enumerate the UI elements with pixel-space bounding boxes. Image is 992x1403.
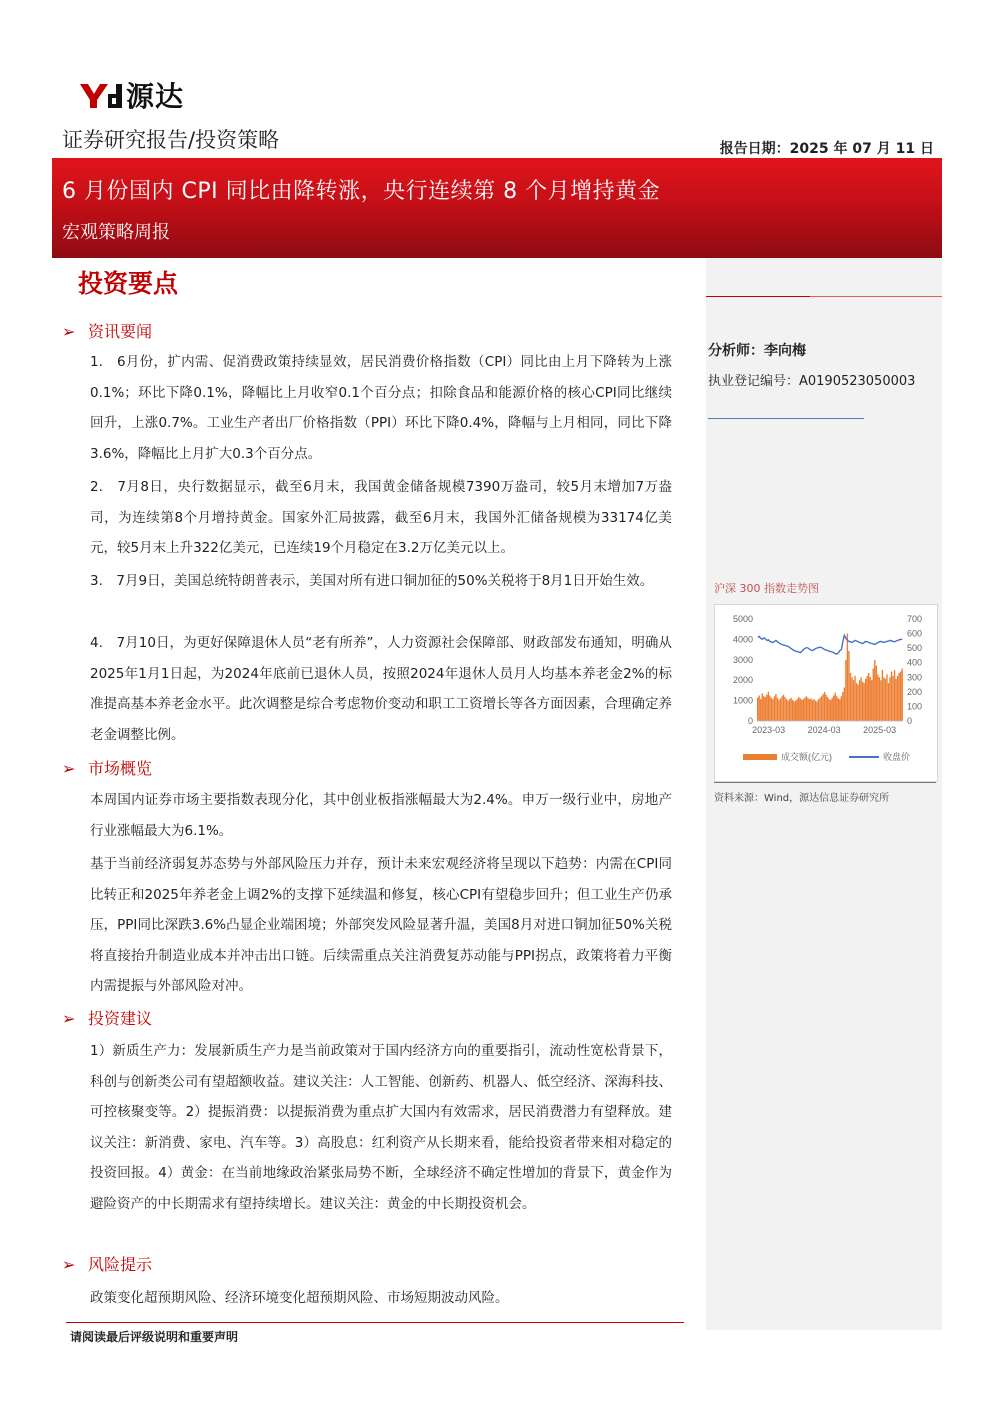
volume-bar <box>888 683 889 721</box>
sidebar-divider-accent <box>706 296 810 297</box>
right-axis-tick-label: 500 <box>907 643 923 654</box>
volume-bar <box>835 693 836 721</box>
volume-bar <box>809 699 810 721</box>
volume-bar <box>804 698 805 721</box>
index-chart-svg <box>715 605 937 781</box>
volume-bar <box>839 699 840 721</box>
report-subtitle: 宏观策略周报 <box>62 222 170 243</box>
section-heading-advice <box>62 1006 152 1029</box>
arrow-bullet-icon: ➢ <box>62 759 76 778</box>
report-category: 证券研究报告/投资策略 <box>62 128 280 152</box>
volume-bar <box>844 687 845 721</box>
volume-bar <box>894 670 895 721</box>
close-price-line <box>758 635 902 654</box>
arrow-bullet-icon: ➢ <box>62 1255 76 1274</box>
volume-bar <box>827 697 828 721</box>
volume-bar <box>877 674 878 721</box>
volume-bar <box>774 696 775 721</box>
volume-bar <box>815 701 816 721</box>
volume-bar <box>812 700 813 721</box>
legend-label-close: 收盘价 <box>883 752 911 762</box>
volume-bar <box>873 669 874 721</box>
volume-bar <box>772 699 773 721</box>
volume-bar <box>787 701 788 721</box>
volume-bar <box>838 698 839 721</box>
volume-bar <box>900 671 901 721</box>
section-title: 风险提示 <box>88 1255 153 1274</box>
market-paragraph-2: 基于当前经济弱复苏态势与外部风险压力并存，预计未来宏观经济将呈现以下趋势：内需在CPI同比转正和2025年养老金上调2%的支撑下延续温和修复，核心CPI有望稳步回升；但工业生产仍承压，PPI同比深跌3.6%凸显企业端困境；外部突发风险显著升温，美国8月对进口铜加征50%关税将直接抬升制造业成本并冲击出口链。后续需重点关注消费复苏动能与PPI拐点，政策将着力平衡内需提振与外部风险对冲。 <box>90 856 672 994</box>
volume-bar <box>821 696 822 721</box>
volume-bar <box>901 669 902 721</box>
volume-bar <box>807 698 808 721</box>
volume-bar <box>850 673 851 721</box>
right-axis-tick-label: 400 <box>907 657 923 668</box>
news-paragraph-3: 3. 7月9日，美国总统特朗普表示，美国对所有进口铜加征的50%关税将于8月1日开始生效。 <box>90 573 654 589</box>
volume-bar <box>860 677 861 721</box>
volume-bar <box>763 696 764 721</box>
company-logo <box>78 78 184 112</box>
volume-bar <box>765 697 766 721</box>
volume-bar <box>783 695 784 721</box>
volume-bar <box>898 673 899 721</box>
title-banner <box>52 158 942 258</box>
volume-bar <box>801 700 802 721</box>
volume-bar <box>759 696 760 722</box>
volume-bar <box>775 694 776 721</box>
volume-bar <box>818 699 819 721</box>
volume-bar <box>833 696 834 722</box>
section-heading-news <box>62 319 152 342</box>
volume-bar <box>859 680 860 721</box>
x-axis-tick-label: 2023-03 <box>752 725 786 735</box>
volume-bar <box>760 699 761 721</box>
chart-source: 资料来源：Wind，源达信息证券研究所 <box>714 793 890 804</box>
section-title: 资讯要闻 <box>88 322 153 341</box>
volume-bar <box>792 700 793 721</box>
volume-bar <box>778 700 779 721</box>
volume-bar <box>786 699 787 721</box>
market-paragraph-1: 本周国内证券市场主要指数表现分化，其中创业板指涨幅最大为2.4%。申万一级行业中，房地产行业涨幅最大为6.1%。 <box>90 792 672 839</box>
volume-bar <box>781 696 782 721</box>
volume-bar <box>769 696 770 722</box>
yd-logo-icon <box>78 80 122 110</box>
volume-bar <box>854 676 855 721</box>
volume-bar <box>892 676 893 721</box>
right-axis-tick-label: 200 <box>907 686 923 697</box>
volume-bar <box>848 651 849 721</box>
volume-bar <box>891 671 892 721</box>
left-axis-tick-label: 2000 <box>732 675 753 686</box>
volume-bar <box>876 666 877 721</box>
report-title: 6 月份国内 CPI 同比由降转涨，央行连续第 8 个月增持黄金 <box>62 179 661 204</box>
volume-bar <box>841 696 842 721</box>
volume-bar <box>824 692 825 721</box>
news-paragraph-1: 1. 6月份，扩内需、促消费政策持续显效，居民消费价格指数（CPI）同比由上月下降转为上涨0.1%；环比下降0.1%，降幅比上月收窄0.1个百分点；扣除食品和能源价格的核心CPI同比继续回升，上涨0.7%。工业生产者出厂价格指数（PPI）环比下降0.4%，降幅与上月相同，同比下降3.6%，降幅比上月扩大0.3个百分点。 <box>90 354 672 462</box>
volume-bar <box>851 677 852 721</box>
volume-bar <box>795 701 796 721</box>
volume-bar <box>828 699 829 721</box>
volume-bar <box>806 696 807 721</box>
volume-bar <box>865 679 866 721</box>
volume-bar <box>845 660 846 721</box>
chart-title: 沪深 300 指数走势图 <box>714 582 819 595</box>
right-axis-tick-label: 100 <box>907 701 923 712</box>
volume-bar <box>784 697 785 721</box>
section-title: 投资建议 <box>88 1009 153 1028</box>
arrow-bullet-icon: ➢ <box>62 1009 76 1028</box>
volume-bar <box>871 680 872 721</box>
volume-bar <box>863 683 864 721</box>
left-axis-tick-label: 3000 <box>732 654 753 665</box>
index-chart <box>714 604 938 782</box>
volume-bar <box>895 679 896 721</box>
legend-label-volume: 成交额(亿元) <box>781 752 832 762</box>
volume-bar <box>874 660 875 721</box>
volume-bar <box>889 677 890 721</box>
section-heading-market <box>62 756 152 779</box>
volume-bar <box>836 696 837 721</box>
volume-bar <box>867 676 868 721</box>
volume-bar <box>819 698 820 721</box>
volume-bar <box>813 699 814 721</box>
footer-note: 请阅读最后评级说明和重要声明 <box>70 1330 239 1344</box>
analyst-name: 分析师：李向梅 <box>708 343 806 359</box>
advice-paragraph: 1）新质生产力：发展新质生产力是当前政策对于国内经济方向的重要指引，流动性宽松背景下，科创与创新类公司有望超额收益。建议关注：人工智能、创新药、机器人、低空经济、深海科技、可控核聚变等。2）提振消费：以提振消费为重点扩大国内有效需求，居民消费潜力有望释放。建议关注：新消费、家电、汽车等。3）高股息：红利资产从长期来看，能给投资者带来相对稳定的投资回报。4）黄金：在当前地缘政治紧张局势不断，全球经济不确定性增加的背景下，黄金作为避险资产的中长期需求有望持续增长。建议关注：黄金的中长期投资机会。 <box>90 1043 672 1212</box>
right-axis-tick-label: 0 <box>907 716 913 726</box>
footer-divider <box>66 1322 684 1323</box>
volume-bar <box>777 698 778 721</box>
volume-bar <box>803 699 804 721</box>
section-heading-risk <box>62 1252 152 1275</box>
volume-bar <box>882 670 883 721</box>
volume-bar <box>780 698 781 721</box>
right-axis-tick-label: 700 <box>907 614 923 624</box>
volume-bar <box>897 676 898 721</box>
volume-bar <box>822 694 823 721</box>
left-axis-tick-label: 4000 <box>732 634 753 645</box>
volume-bar <box>883 677 884 721</box>
key-points-heading: 投资要点 <box>78 269 179 298</box>
left-axis-tick-label: 0 <box>747 716 753 726</box>
volume-bar <box>771 698 772 721</box>
news-paragraph-4: 4. 7月10日，为更好保障退休人员“老有所养”，人力资源社会保障部、财政部发布通知，明确从2025年1月1日起，为2024年底前已退休人员，按照2024年退休人员月人均基本养老金2%的标准提高基本养老金水平。此次调整是综合考虑物价变动和职工工资增长等各方面因素，合理确定养老金调整比例。 <box>90 635 672 743</box>
brand-name: 源达 <box>126 80 185 113</box>
volume-bar <box>766 695 767 721</box>
volume-bar <box>830 700 831 721</box>
volume-bar <box>789 699 790 721</box>
volume-bar <box>856 683 857 721</box>
volume-bar <box>842 692 843 721</box>
volume-bar <box>862 682 863 721</box>
volume-bar <box>798 697 799 721</box>
analyst-license: 执业登记编号：A0190523050003 <box>708 374 916 389</box>
report-date: 报告日期：2025 年 07 月 11 日 <box>719 141 934 157</box>
left-axis-tick-label: 1000 <box>732 695 753 706</box>
sidebar-divider-blue <box>708 418 864 419</box>
volume-bar <box>800 698 801 721</box>
volume-bar <box>825 695 826 721</box>
volume-bar <box>853 680 854 721</box>
volume-bar <box>832 698 833 721</box>
legend-swatch-volume <box>743 754 777 760</box>
volume-bar <box>879 677 880 721</box>
x-axis-tick-label: 2025-03 <box>863 725 897 735</box>
volume-bar <box>768 692 769 721</box>
volume-bar <box>762 693 763 721</box>
volume-bar <box>857 685 858 721</box>
news-paragraph-2: 2. 7月8日，央行数据显示，截至6月末，我国黄金储备规模7390万盎司，较5月末增加7万盎司，为连续第8个月增持黄金。国家外汇局披露，截至6月末，我国外汇储备规模为33174亿美元，较5月末上升322亿美元，已连续19个月稳定在3.2万亿美元以上。 <box>90 479 672 556</box>
volume-bar <box>880 680 881 721</box>
volume-bar <box>847 634 848 721</box>
volume-bar <box>757 698 758 721</box>
left-axis-tick-label: 5000 <box>732 614 753 624</box>
arrow-bullet-icon: ➢ <box>62 322 76 341</box>
chart-divider <box>714 782 936 783</box>
volume-bar <box>816 701 817 721</box>
volume-bar <box>885 679 886 721</box>
volume-bar <box>790 698 791 721</box>
volume-bar <box>794 701 795 721</box>
risk-paragraph: 政策变化超预期风险、经济环境变化超预期风险、市场短期波动风险。 <box>90 1290 509 1306</box>
right-axis-tick-label: 600 <box>907 628 923 639</box>
volume-bar <box>870 677 871 721</box>
volume-bar <box>797 699 798 721</box>
section-title: 市场概览 <box>88 759 153 778</box>
x-axis-tick-label: 2024-03 <box>807 725 841 735</box>
right-axis-tick-label: 300 <box>907 672 923 683</box>
volume-bar <box>886 674 887 721</box>
volume-bar <box>810 698 811 721</box>
volume-bar <box>868 673 869 721</box>
